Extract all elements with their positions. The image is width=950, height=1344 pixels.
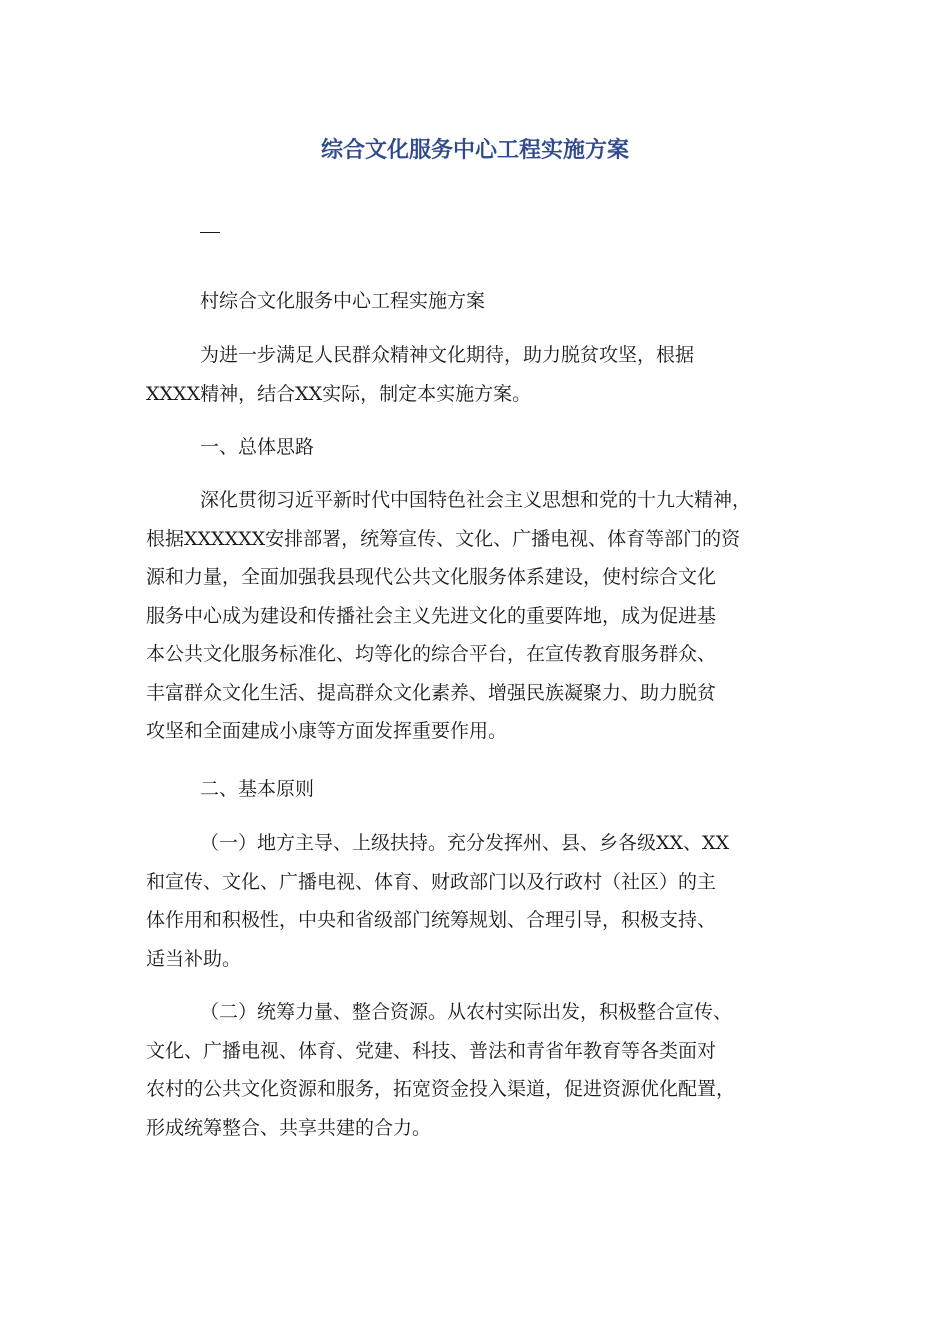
text-line: 体作用和积极性，中央和省级部门统筹规划、合理引导，积极支持、: [146, 909, 717, 931]
section-heading-2: [146, 770, 826, 809]
paragraph-principle-1: [146, 824, 826, 978]
separator-dash: [200, 232, 220, 233]
text-line: 一、总体思路: [200, 436, 315, 458]
text-line: 深化贯彻习近平新时代中国特色社会主义思想和党的十九大精神，: [200, 489, 752, 511]
text-line: 本公共文化服务标准化、均等化的综合平台，在宣传教育服务群众、: [146, 643, 717, 665]
text-line: 适当补助。: [146, 947, 242, 970]
text-line: 形成统筹整合、共享共建的合力。: [146, 1116, 432, 1139]
text-line: 源和力量，全面加强我县现代公共文化服务体系建设，使村综合文化: [146, 566, 717, 588]
text-line: 为进一步满足人民群众精神文化期待，助力脱贫攻坚，根据: [200, 344, 695, 366]
paragraph-principle-2: [146, 993, 826, 1147]
document-title: 综合文化服务中心工程实施方案: [320, 138, 629, 163]
text-line: 丰富群众文化生活、提高群众文化素养、增强民族凝聚力、助力脱贫: [146, 681, 717, 704]
text-line: （二）统筹力量、整合资源。从农村实际出发，积极整合宣传、: [200, 1001, 733, 1023]
text-line: 和宣传、文化、广播电视、体育、财政部门以及行政村（社区）的主: [146, 870, 717, 893]
text-line: 二、基本原则: [200, 778, 315, 800]
paragraph-intro: [146, 336, 826, 413]
text-line: 攻坚和全面建成小康等方面发挥重要作用。: [146, 720, 508, 742]
text-line: XXXX精神，结合XX实际，制定本实施方案。: [146, 382, 532, 405]
text-line: 服务中心成为建设和传播社会主义先进文化的重要阵地，成为促进基: [146, 604, 717, 627]
text-line: （一）地方主导、上级扶持。充分发挥州、县、乡各级XX、XX: [200, 832, 730, 854]
text-line: 根据XXXXXX安排部署，统筹宣传、文化、广播电视、体育等部门的资: [146, 527, 741, 550]
paragraph-overall: [146, 481, 826, 751]
text-line: 文化、广播电视、体育、党建、科技、普法和青省年教育等各类面对: [146, 1039, 717, 1062]
section-heading-1: [146, 428, 826, 467]
paragraph-subtitle: [146, 282, 826, 321]
text-line: 农村的公共文化资源和服务，拓宽资金投入渠道，促进资源优化配置，: [146, 1078, 736, 1100]
text-line: 村综合文化服务中心工程实施方案: [200, 290, 486, 312]
